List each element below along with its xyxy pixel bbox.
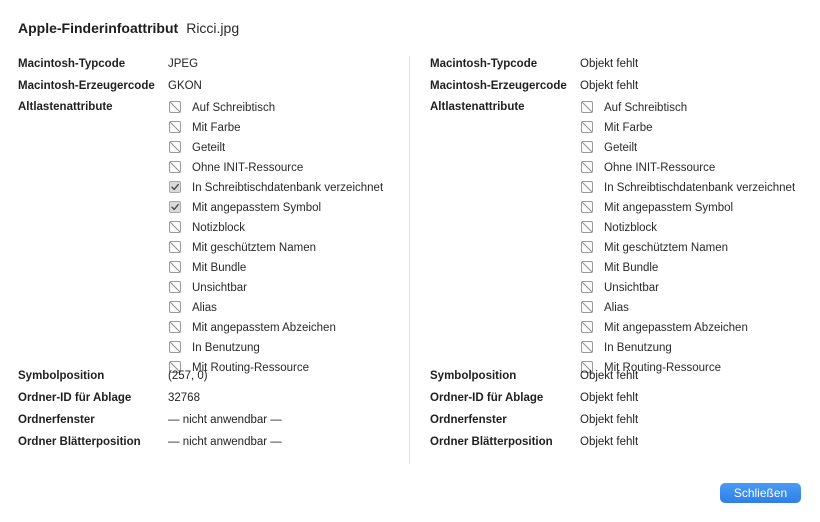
folder-id-label: Ordner-ID für Ablage: [18, 392, 132, 404]
column-divider: [409, 56, 410, 464]
legacy-attributes: [18, 100, 398, 374]
file-name: Ricci.jpg: [186, 20, 240, 36]
attribute-label: In Schreibtischdatenbank verzeichnet: [604, 182, 796, 194]
unchecked-checkbox[interactable]: [581, 201, 593, 213]
type-code-value: JPEG: [168, 58, 199, 70]
attribute-label: Notizblock: [192, 222, 246, 234]
attribute-label: Auf Schreibtisch: [192, 102, 276, 114]
folder-window-row: [430, 412, 810, 434]
dialog-title: Apple-Finderinfoattribut: [18, 20, 179, 36]
attribute-label: Auf Schreibtisch: [604, 102, 688, 114]
folder-window-value: Objekt fehlt: [580, 414, 639, 426]
folder-scroll-row: [18, 434, 398, 456]
folder-scroll-value: — nicht anwendbar —: [168, 436, 282, 448]
unchecked-checkbox[interactable]: [581, 101, 593, 113]
attribute-label: In Benutzung: [604, 342, 672, 354]
folder-window-label: Ordnerfenster: [18, 414, 95, 426]
attribute-label: Alias: [604, 302, 629, 314]
attribute-label: Mit geschütztem Namen: [192, 242, 316, 254]
folder-scroll-label: Ordner Blätterposition: [430, 436, 553, 448]
legacy-attributes-label: Altlastenattribute: [18, 101, 113, 113]
attribute-label: Mit Bundle: [604, 262, 659, 274]
unchecked-checkbox[interactable]: [169, 261, 181, 273]
icon-position-label: Symbolposition: [430, 370, 517, 382]
unchecked-checkbox[interactable]: [169, 121, 181, 133]
creator-code-label: Macintosh-Erzeugercode: [430, 80, 567, 92]
unchecked-checkbox[interactable]: [581, 161, 593, 173]
unchecked-checkbox[interactable]: [169, 101, 181, 113]
unchecked-checkbox[interactable]: [581, 121, 593, 133]
unchecked-checkbox[interactable]: [169, 241, 181, 253]
unchecked-checkbox[interactable]: [581, 181, 593, 193]
attribute-label: Mit Farbe: [192, 122, 241, 134]
folder-id-row: [430, 390, 810, 412]
attribute-label: Geteilt: [192, 142, 226, 154]
unchecked-checkbox[interactable]: [169, 281, 181, 293]
attribute-label: Ohne INIT-Ressource: [192, 162, 304, 174]
creator-code-row: [18, 78, 398, 100]
attribute-label: Mit angepasstem Abzeichen: [192, 322, 336, 334]
unchecked-checkbox[interactable]: [581, 301, 593, 313]
legacy-attributes: [430, 100, 810, 374]
checked-checkbox[interactable]: [169, 201, 181, 213]
attribute-label: Ohne INIT-Ressource: [604, 162, 716, 174]
folder-id-label: Ordner-ID für Ablage: [430, 392, 544, 404]
unchecked-checkbox[interactable]: [581, 341, 593, 353]
folder-window-value: — nicht anwendbar —: [168, 414, 282, 426]
unchecked-checkbox[interactable]: [169, 221, 181, 233]
attribute-label: Mit Bundle: [192, 262, 247, 274]
type-code-row: [18, 56, 398, 78]
unchecked-checkbox[interactable]: [169, 341, 181, 353]
unchecked-checkbox[interactable]: [581, 241, 593, 253]
folder-id-row: [18, 390, 398, 412]
unchecked-checkbox[interactable]: [581, 261, 593, 273]
type-code-label: Macintosh-Typcode: [430, 58, 538, 70]
attribute-label: Unsichtbar: [192, 282, 247, 294]
right-column: [430, 56, 810, 456]
creator-code-value: Objekt fehlt: [580, 80, 639, 92]
attribute-label: Geteilt: [604, 142, 638, 154]
left-column: [18, 56, 398, 456]
icon-position-row: [430, 368, 810, 390]
unchecked-checkbox[interactable]: [169, 321, 181, 333]
folder-id-value: Objekt fehlt: [580, 392, 639, 404]
icon-position-value: (257, 0): [168, 370, 208, 382]
unchecked-checkbox[interactable]: [581, 141, 593, 153]
creator-code-label: Macintosh-Erzeugercode: [18, 80, 155, 92]
attribute-label: Alias: [192, 302, 217, 314]
close-button[interactable]: Schließen: [720, 483, 801, 503]
unchecked-checkbox[interactable]: [169, 141, 181, 153]
checked-checkbox[interactable]: [169, 181, 181, 193]
type-code-value: Objekt fehlt: [580, 58, 639, 70]
attribute-label: Mit Routing-Ressource: [604, 362, 721, 374]
attribute-label: Mit angepasstem Symbol: [604, 202, 734, 214]
folder-window-label: Ordnerfenster: [430, 414, 507, 426]
attribute-label: In Schreibtischdatenbank verzeichnet: [192, 182, 384, 194]
dialog-header: [18, 20, 239, 38]
unchecked-checkbox[interactable]: [581, 221, 593, 233]
attribute-label: In Benutzung: [192, 342, 260, 354]
attribute-label: Mit Routing-Ressource: [192, 362, 309, 374]
folder-scroll-label: Ordner Blätterposition: [18, 436, 141, 448]
folder-window-row: [18, 412, 398, 434]
attribute-label: Mit Farbe: [604, 122, 653, 134]
attribute-label: Mit angepasstem Symbol: [192, 202, 322, 214]
creator-code-row: [430, 78, 810, 100]
type-code-label: Macintosh-Typcode: [18, 58, 126, 70]
legacy-attributes-label: Altlastenattribute: [430, 101, 525, 113]
attribute-label: Unsichtbar: [604, 282, 659, 294]
folder-id-value: 32768: [168, 392, 200, 404]
icon-position-row: [18, 368, 398, 390]
unchecked-checkbox[interactable]: [169, 301, 181, 313]
attribute-label: Mit angepasstem Abzeichen: [604, 322, 748, 334]
creator-code-value: GKON: [168, 80, 202, 92]
icon-position-value: Objekt fehlt: [580, 370, 639, 382]
folder-scroll-row: [430, 434, 810, 456]
icon-position-label: Symbolposition: [18, 370, 105, 382]
folder-scroll-value: Objekt fehlt: [580, 436, 639, 448]
unchecked-checkbox[interactable]: [581, 321, 593, 333]
unchecked-checkbox[interactable]: [169, 161, 181, 173]
attribute-label: Mit geschütztem Namen: [604, 242, 728, 254]
attribute-label: Notizblock: [604, 222, 658, 234]
type-code-row: [430, 56, 810, 78]
unchecked-checkbox[interactable]: [581, 281, 593, 293]
